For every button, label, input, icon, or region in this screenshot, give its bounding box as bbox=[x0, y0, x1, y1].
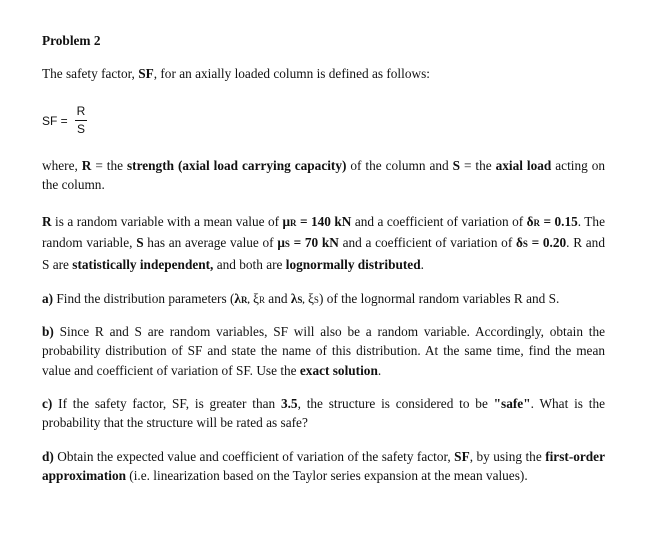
denominator: S bbox=[76, 122, 85, 136]
bold-text-run: SF bbox=[138, 66, 154, 81]
bold-text-run: λ bbox=[290, 291, 298, 306]
bold-text-run: 3.5 bbox=[280, 396, 298, 411]
text-run: R bbox=[258, 295, 265, 305]
text-run: and a coefficient of variation of bbox=[338, 235, 516, 251]
fraction-bar bbox=[75, 120, 87, 121]
bold-text-run: "safe" bbox=[493, 396, 531, 411]
text-run: , by using the bbox=[469, 449, 546, 464]
text-run: . bbox=[377, 362, 382, 378]
bold-text-run: R bbox=[81, 158, 92, 173]
bold-text-run: μ bbox=[282, 214, 291, 229]
text-run: of the column and bbox=[346, 158, 453, 173]
bold-text-run: S bbox=[452, 158, 461, 173]
text-run: . What is the probability that the structure will be rated as safe? bbox=[42, 396, 606, 431]
bold-text-run: = 0.20 bbox=[527, 235, 567, 251]
text-run: has an average value of bbox=[143, 235, 278, 251]
bold-text-run: b) bbox=[42, 324, 54, 339]
text-run: The safety factor, bbox=[42, 66, 139, 81]
part-d bbox=[42, 447, 605, 486]
part-b bbox=[42, 322, 605, 380]
bold-text-run: d) bbox=[42, 449, 54, 464]
text-run: is a random variable with a mean value of bbox=[51, 214, 283, 229]
text-run: (i.e. linearization based on the Taylor series expansion at the mean values). bbox=[125, 468, 528, 484]
problem-title: Problem 2 bbox=[42, 33, 101, 48]
intro-paragraph bbox=[42, 64, 605, 83]
text-run: . The random variable, bbox=[42, 214, 605, 251]
bold-text-run: R, bbox=[240, 295, 250, 305]
bold-text-run: = 0.15 bbox=[540, 214, 578, 229]
bold-text-run: first-order approximation bbox=[42, 449, 605, 484]
part-c bbox=[42, 394, 605, 433]
bold-text-run: = 140 kN bbox=[296, 214, 352, 229]
text-run: If the safety factor, SF, is greater than bbox=[52, 396, 281, 411]
text-run: Find the distribution parameters ( bbox=[53, 291, 235, 306]
bold-text-run: δ bbox=[515, 235, 523, 251]
text-run: Obtain the expected value and coefficient of variation of the safety factor, bbox=[53, 449, 455, 464]
numerator: R bbox=[76, 104, 86, 118]
bold-text-run: c) bbox=[42, 396, 53, 411]
text-run: Since R and S are random variables, SF will also be a random variable. Accordingly, obtain the probability distribution of SF and state the name of this distribution. At the same time, find the mean value and coefficient of variation of SF. Use the bbox=[42, 324, 605, 378]
givens-paragraph bbox=[42, 212, 605, 274]
where-paragraph bbox=[42, 156, 605, 195]
formula-lhs: SF = bbox=[42, 114, 68, 128]
text-run: acting on the column. bbox=[42, 158, 606, 193]
fraction bbox=[75, 104, 87, 137]
bold-text-run: SF bbox=[454, 449, 470, 464]
text-run: S bbox=[313, 295, 319, 305]
text-run: = the bbox=[91, 158, 127, 173]
bold-text-run: S bbox=[136, 235, 144, 251]
part-a bbox=[42, 289, 605, 310]
text-run: = the bbox=[460, 158, 496, 173]
bold-text-run: statistically independent, bbox=[72, 256, 214, 272]
text-run: where, bbox=[42, 158, 82, 173]
text-run: and a coefficient of variation of bbox=[351, 214, 527, 229]
text-run: ξ bbox=[249, 291, 259, 306]
bold-text-run: μ bbox=[277, 235, 285, 251]
bold-text-run: R bbox=[42, 214, 52, 229]
bold-text-run: λ bbox=[234, 291, 241, 306]
bold-text-run: R bbox=[533, 218, 541, 228]
bold-text-run: a) bbox=[42, 291, 54, 306]
text-run: and both are bbox=[213, 256, 286, 272]
bold-text-run: lognormally distributed bbox=[285, 256, 421, 272]
text-run: ) of the lognormal random variables R and S. bbox=[318, 291, 560, 306]
text-run: ξ bbox=[304, 291, 314, 306]
bold-text-run: S bbox=[284, 239, 290, 250]
bold-text-run: exact solution bbox=[299, 362, 378, 378]
text-run: . R and S are bbox=[42, 235, 605, 272]
text-run: , for an axially loaded column is defined as follows: bbox=[153, 66, 430, 81]
bold-text-run: S, bbox=[297, 295, 305, 305]
bold-text-run: axial load bbox=[495, 158, 552, 173]
bold-text-run: S bbox=[522, 239, 528, 250]
text-run: , the structure is considered to be bbox=[297, 396, 494, 411]
bold-text-run: R bbox=[290, 218, 297, 228]
bold-text-run: strength (axial load carrying capacity) bbox=[126, 158, 347, 173]
bold-text-run: δ bbox=[526, 214, 534, 229]
text-run: and bbox=[264, 291, 291, 306]
text-run: . bbox=[420, 256, 424, 272]
bold-text-run: = 70 kN bbox=[289, 235, 339, 251]
